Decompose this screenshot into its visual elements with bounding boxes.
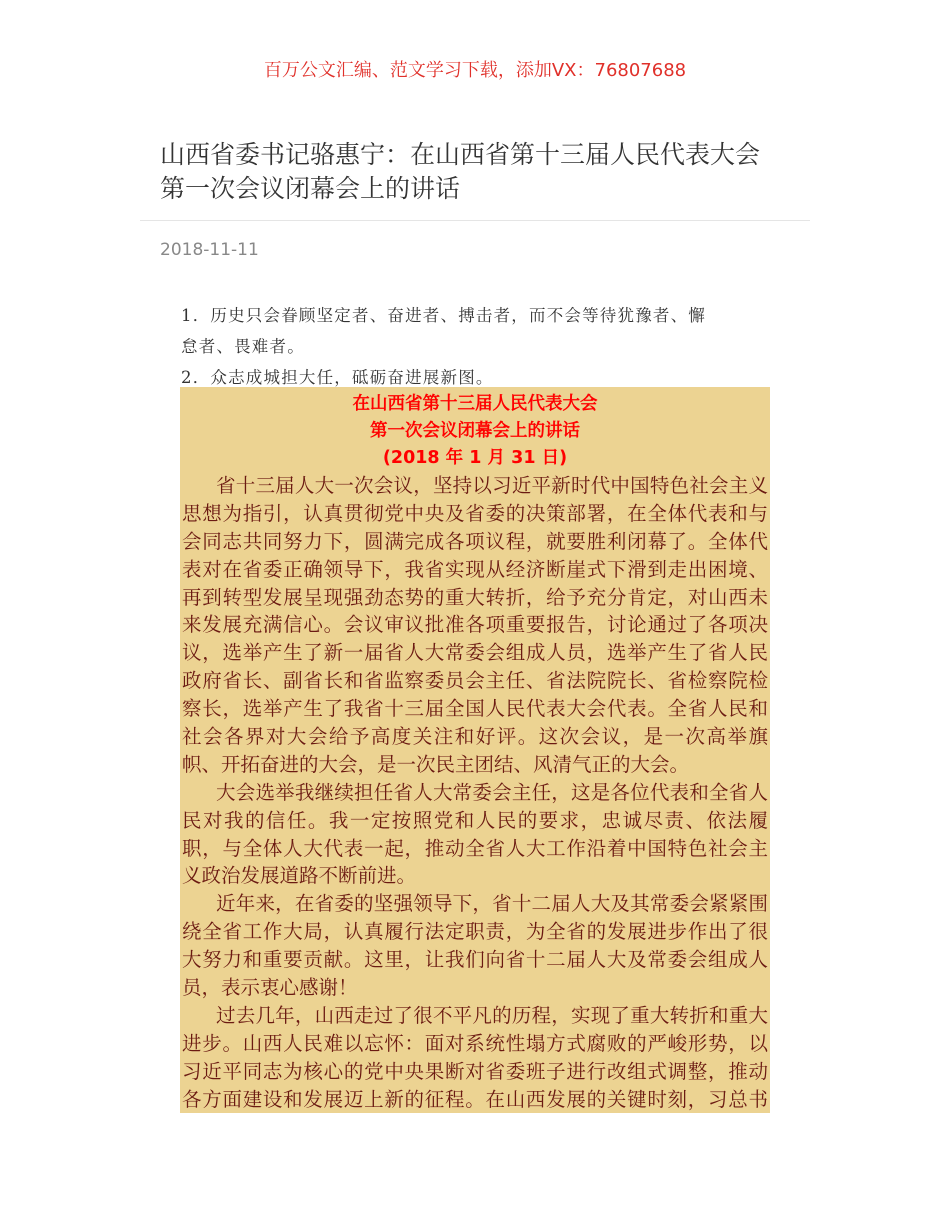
title-line: 第一次会议闭幕会上的讲话 [160,174,461,203]
speech-line: 义政治发展道路不断前进。 [182,864,417,888]
speech-image [180,387,770,1113]
speech-line: 各方面建设和发展迈上新的征程。在山西发展的关键时刻，习总书 [182,1087,768,1111]
speech-line: 社会各界对大会给予高度关注和好评。这次会议，是一次高举旗 [182,725,768,749]
speech-line: 大会选举我继续担任省人大常委会主任，这是各位代表和全省人 [216,780,768,804]
article-title [160,138,810,206]
promo-banner: 百万公文汇编、范文学习下载，添加VX：76807688 [263,60,687,81]
speech-body [180,472,770,1113]
speech-line: 表对在省委正确领导下，我省实现从经济断崖式下滑到走出困境、 [182,557,768,581]
article-date: 2018-11-11 [160,240,259,260]
speech-line: 员，表示衷心感谢！ [182,976,358,1000]
speech-heading: 在山西省第十三届人民代表大会 [352,394,598,414]
speech-line: 进步。山西人民难以忘怀：面对系统性塌方式腐败的严峻形势，以 [182,1031,768,1055]
divider [140,220,810,221]
speech-line: 过去几年，山西走过了很不平凡的历程，实现了重大转折和重大 [216,1003,768,1027]
summary-line: 1．历史只会眷顾坚定者、奋进者、搏击者，而不会等待犹豫者、懈 [181,306,706,325]
speech-line: 绕全省工作大局，认真履行法定职责，为全省的发展进步作出了很 [182,920,768,944]
speech-line: 来发展充满信心。会议审议批准各项重要报告，讨论通过了各项决 [182,613,768,637]
speech-line: 议，选举产生了新一届省人大常委会组成人员，选举产生了省人民 [182,641,768,665]
speech-date: (2018 年 1 月 31 日) [382,448,568,468]
summary-line: 2．众志成城担大任，砥砺奋进展新图。 [181,368,494,387]
speech-line: 民对我的信任。我一定按照党和人民的要求，忠诚尽责、依法履 [182,808,768,832]
speech-line: 帜、开拓奋进的大会，是一次民主团结、风清气正的大会。 [182,752,690,776]
summary-list [181,300,771,393]
speech-line: 习近平同志为核心的党中央果断对省委班子进行改组式调整，推动 [182,1059,768,1083]
speech-line: 近年来，在省委的坚强领导下，省十二届人大及其常委会紧紧围 [216,892,768,916]
speech-line: 大努力和重要贡献。这里，让我们向省十二届人大及常委会组成人 [182,948,768,972]
speech-line: 省十三届人大一次会议，坚持以习近平新时代中国特色社会主义 [216,474,768,497]
speech-line: 再到转型发展呈现强劲态势的重大转折，给予充分肯定，对山西未 [182,585,768,609]
summary-line: 怠者、畏难者。 [181,337,305,356]
speech-line: 政府省长、副省长和省监察委员会主任、省法院院长、省检察院检 [182,669,768,693]
speech-line: 会同志共同努力下，圆满完成各项议程，就要胜利闭幕了。全体代 [182,529,768,553]
speech-line: 职，与全体人大代表一起，推动全省人大工作沿着中国特色社会主 [182,836,768,860]
speech-line: 察长，选举产生了我省十三届全国人民代表大会代表。全省人民和 [182,697,768,721]
title-line: 山西省委书记骆惠宁：在山西省第十三届人民代表大会 [160,140,761,169]
speech-heading: 第一次会议闭幕会上的讲话 [370,421,580,441]
speech-line: 思想为指引，认真贯彻党中央及省委的决策部署，在全体代表和与 [182,501,768,525]
